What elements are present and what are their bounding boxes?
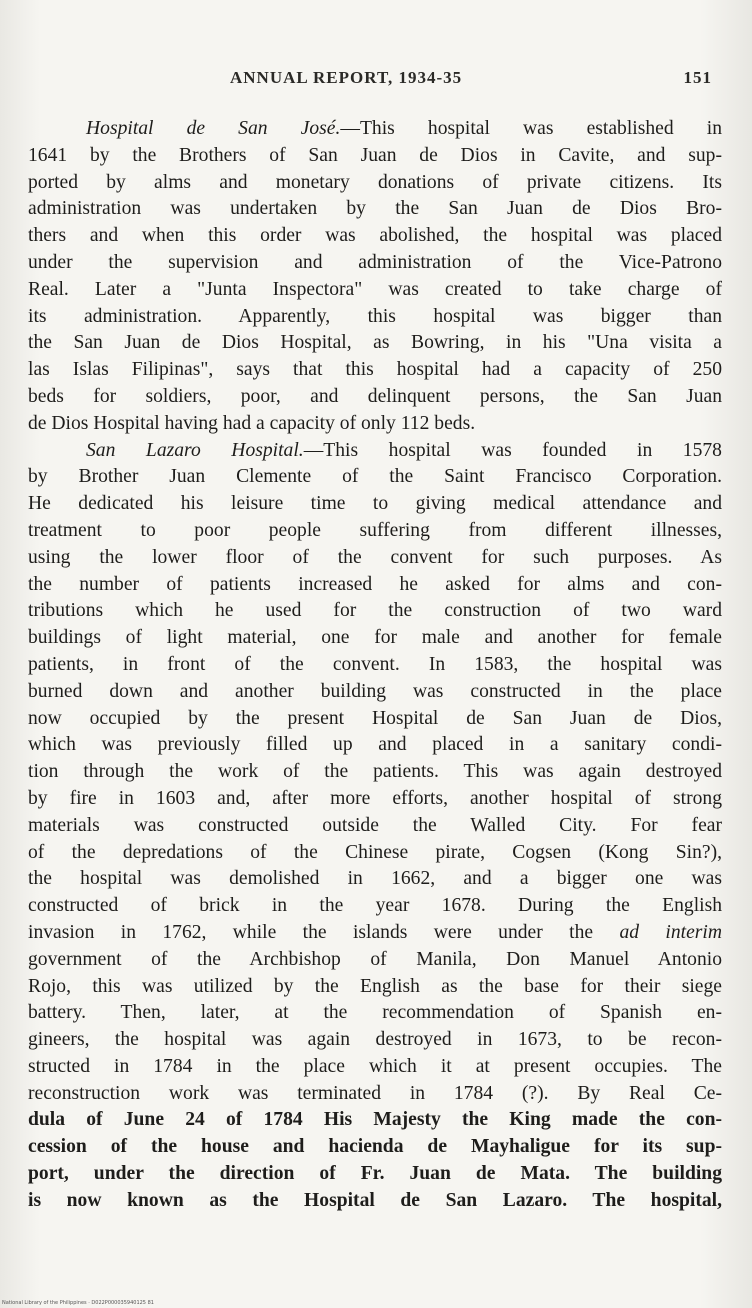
text-line: constructed of brick in the year 1678. During the English [28,895,722,917]
text-line: the number of patients increased he asked for alms and con- [28,573,722,595]
text-line: by Brother Juan Clemente of the Saint Francisco Corporation. [28,466,722,488]
text-line: Real. Later a "Junta Inspectora" was created to take charge of [28,278,722,300]
body-text [28,116,722,1215]
text-line: structed in 1784 in the place which it at present occupies. The [28,1055,722,1077]
paragraph-1-first-line-text: —This hospital was established in [340,118,722,139]
text-line: dula of June 24 of 1784 His Majesty the King made the con- [28,1109,722,1131]
text-line: cession of the house and hacienda de Mayhaligue for its sup- [28,1136,722,1158]
text-line: buildings of light material, one for male and another for female [28,627,722,649]
page-number: 151 [683,68,712,87]
paragraph-1-first-line [28,116,722,143]
text-line: patients, in front of the convent. In 1583, the hospital was [28,653,722,675]
text-line: administration was undertaken by the San Juan de Dios Bro- [28,198,722,220]
text-line: He dedicated his leisure time to giving medical attendance and [28,493,722,515]
text-line: now occupied by the present Hospital de San Juan de Dios, [28,707,722,729]
running-title: ANNUAL REPORT, 1934-35 [230,68,463,87]
text-line: under the supervision and administration of the Vice-Patrono [28,251,722,273]
text-line: tion through the work of the patients. This was again destroyed [28,761,722,783]
text-line: reconstruction work was terminated in 1784 (?). By Real Ce- [28,1082,722,1104]
paragraph-1-heading: Hospital de San José. [86,118,341,139]
text-line: of the depredations of the Chinese pirate, Cogsen (Kong Sin?), [28,841,722,863]
paragraph-2-first-line-text: —This hospital was founded in 1578 [303,439,722,461]
text-line: 1641 by the Brothers of San Juan de Dios in Cavite, and sup- [28,144,722,166]
text-line: its administration. Apparently, this hospital was bigger than [28,305,722,327]
ad-interim-italic: ad interim [619,921,722,943]
text-line: by fire in 1603 and, after more efforts, another hospital of strong [28,787,722,809]
text-line: using the lower floor of the convent for such purposes. As [28,546,722,568]
page-header [90,68,712,94]
text-line: ported by alms and monetary donations of private citizens. Its [28,171,722,193]
ad-interim-line-text: invasion in 1762, while the islands were under the [28,921,594,943]
text-line-ad-interim [28,920,722,947]
text-line: government of the Archbishop of Manila, Don Manuel Antonio [28,948,722,970]
text-line: las Islas Filipinas", says that this hospital had a capacity of 250 [28,359,722,381]
text-line: burned down and another building was constructed in the place [28,680,722,702]
text-line: tributions which he used for the construction of two ward [28,600,722,622]
text-line: is now known as the Hospital de San Lazaro. The hospital, [28,1189,722,1211]
paragraph-2-first-line [28,438,722,465]
paragraph-2-heading: San Lazaro Hospital. [86,439,304,461]
text-line: beds for soldiers, poor, and delinquent persons, the San Juan [28,385,722,407]
text-line: treatment to poor people suffering from different illnesses, [28,519,722,541]
text-line: the hospital was demolished in 1662, and a bigger one was [28,868,722,890]
text-line: Rojo, this was utilized by the English as the base for their siege [28,975,722,997]
text-line: thers and when this order was abolished, the hospital was placed [28,225,722,247]
text-line: materials was constructed outside the Walled City. For fear [28,814,722,836]
source-stamp: National Library of the Philippines · D022P000035940125 81 [2,1300,154,1306]
text-line: de Dios Hospital having had a capacity of only 112 beds. [28,412,476,434]
text-line: battery. Then, later, at the recommendation of Spanish en- [28,1002,722,1024]
text-line: port, under the direction of Fr. Juan de Mata. The building [28,1163,722,1185]
text-line: gineers, the hospital was again destroyed in 1673, to be recon- [28,1029,722,1051]
text-line: the San Juan de Dios Hospital, as Bowring, in his "Una visita a [28,332,722,354]
text-line: which was previously filled up and placed in a sanitary condi- [28,734,722,756]
